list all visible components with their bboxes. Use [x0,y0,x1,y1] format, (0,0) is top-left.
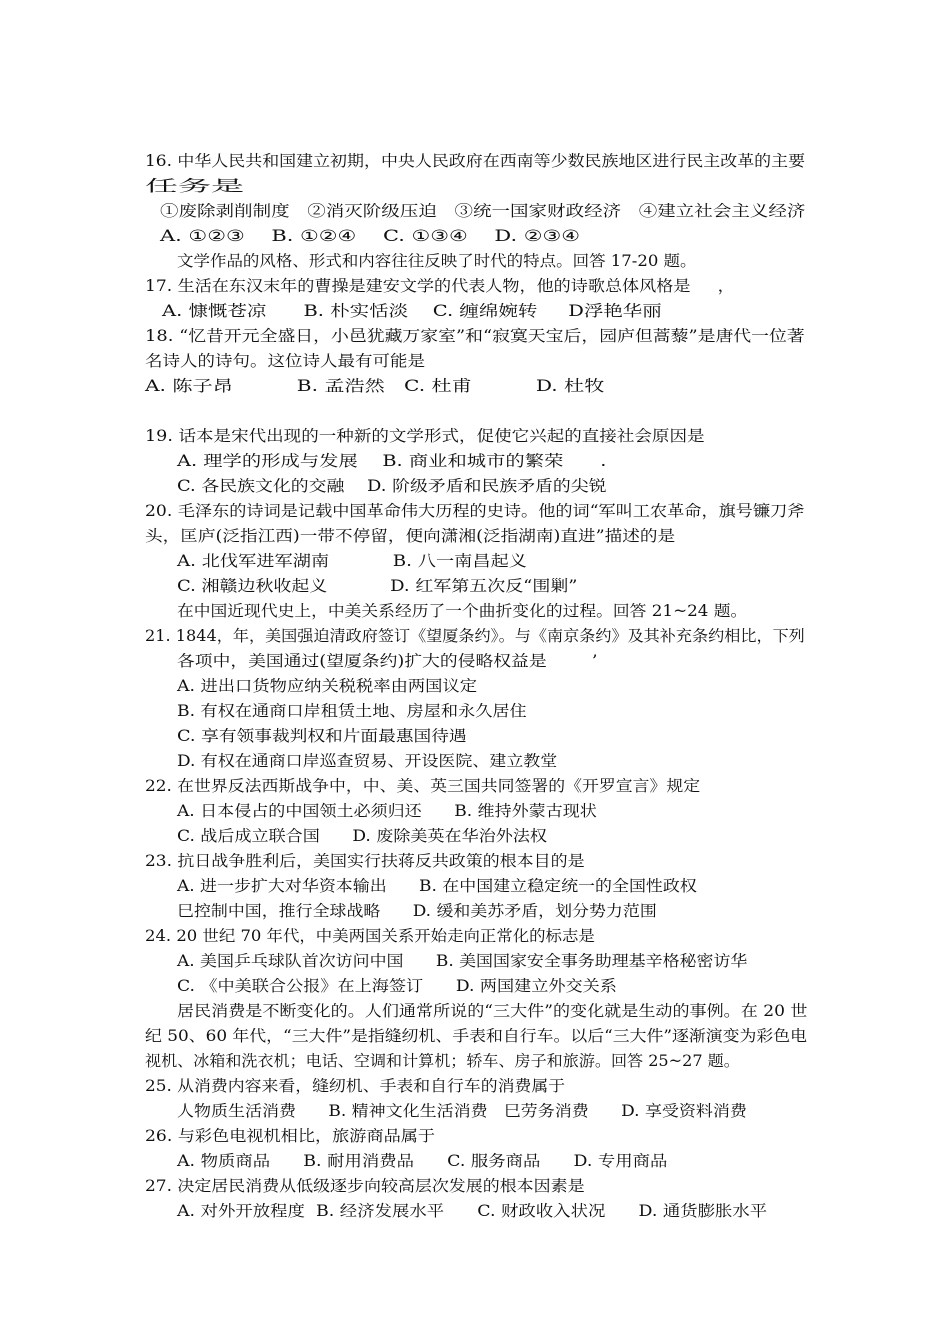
section-intro-21-24: 在中国近现代史上，中美关系经历了一个曲折变化的过程。回答 21~24 题。 [177,602,748,620]
q20-stem-line2: 头，匡庐(泛指江西)一带不停留，便向潇湘(泛指湖南)直进”描述的是 [145,527,676,545]
section-intro-25-27-line2: 纪 50、60 年代，“三大件”是指缝纫机、手表和自行车。以后“三大件”逐渐演变为彩色电 [145,1027,807,1045]
q23-options-ab: A. 进一步扩大对华资本输出 B. 在中国建立稳定统一的全国性政权 [177,877,697,895]
q21-option-c: C. 享有领事裁判权和片面最惠国待遇 [177,727,467,745]
section-intro-25-27-line3: 视机、冰箱和洗衣机；电话、空调和计算机；轿车、房子和旅游。回答 25~27 题。 [145,1052,740,1070]
q24-options-ab: A. 美国乒乓球队首次访问中国 B. 美国国家安全事务助理基辛格秘密访华 [177,952,748,970]
q19-options-cd: C. 各民族文化的交融 D. 阶级矛盾和民族矛盾的尖锐 [177,477,607,495]
q22-stem: 22. 在世界反法西斯战争中，中、美、英三国共同签署的《开罗宣言》规定 [145,777,701,795]
q25-stem: 25. 从消费内容来看，缝纫机、手表和自行车的消费属于 [145,1077,566,1095]
q16-stem-line2: 任务是 [145,177,244,195]
q20-options-ab: A. 北伐军进军湖南 B. 八一南昌起义 [177,552,528,570]
q21-option-d: D. 有权在通商口岸巡查贸易、开设医院、建立教堂 [177,752,558,770]
q26-options: A. 物质商品 B. 耐用消费品 C. 服务商品 D. 专用商品 [177,1152,668,1170]
q17-stem: 17. 生活在东汉末年的曹操是建安文学的代表人物，他的诗歌总体风格是 ， [145,277,735,295]
q18-stem-line1: 18. “忆昔开元全盛日，小邑犹藏万家室”和“寂寞天宝后，园庐但蒿藜”是唐代一位著 [145,327,805,345]
q17-options: A. 慷慨苍凉 B. 朴实恬淡 C. 缠绵婉转 D浮艳华丽 [162,302,662,320]
q23-stem: 23. 抗日战争胜利后，美国实行扶蒋反共政策的根本目的是 [145,852,585,870]
q21-stem-line1: 21. 1844，年，美国强迫清政府签订《望厦条约》。与《南京条约》及其补充条约相比，下列 [145,627,805,645]
q21-option-b: B. 有权在通商口岸租赁土地、房屋和永久居住 [177,702,527,720]
q20-options-cd: C. 湘赣边秋收起义 D. 红军第五次反“围剿” [177,577,578,595]
q18-stem-line2: 名诗人的诗句。这位诗人最有可能是 [145,352,426,370]
q24-options-cd: C. 《中美联合公报》在上海签订 D. 两国建立外交关系 [177,977,617,995]
q19-stem: 19. 话本是宋代出现的一种新的文学形式，促使它兴起的直接社会原因是 [145,427,705,445]
q26-stem: 26. 与彩色电视机相比，旅游商品属于 [145,1127,436,1145]
q23-options-cd: 巳控制中国，推行全球战略 D. 缓和美苏矛盾，划分势力范围 [177,902,657,920]
q16-options: A. ①②③ B. ①②④ C. ①③④ D. ②③④ [160,227,581,245]
q16-items: ①废除剥削制度 ②消灭阶级压迫 ③统一国家财政经济 ④建立社会主义经济 [160,202,806,220]
q18-options: A. 陈子昂 B. 孟浩然 C. 杜甫 D. 杜牧 [145,377,605,395]
q25-options: 人物质生活消费 B. 精神文化生活消费 巳劳务消费 D. 享受资料消费 [177,1102,747,1120]
q27-options: A. 对外开放程度 B. 经济发展水平 C. 财政收入状况 D. 通货膨胀水平 [177,1202,768,1220]
q21-stem-line2: 各项中，美国通过(望厦条约)扩大的侵略权益是 ’ [177,652,598,670]
q20-stem-line1: 20. 毛泽东的诗词是记载中国革命伟大历程的史诗。他的词“军叫工农革命，旗号镰刀斧 [145,502,805,520]
q22-options-cd: C. 战后成立联合国 D. 废除美英在华治外法权 [177,827,547,845]
q22-options-ab: A. 日本侵占的中国领土必须归还 B. 维持外蒙古现状 [177,802,597,820]
section-intro-17-20: 文学作品的风格、形式和内容往往反映了时代的特点。回答 17-20 题。 [177,252,697,270]
q19-options-ab: A. 理学的形成与发展 B. 商业和城市的繁荣 . [177,452,607,470]
section-intro-25-27-line1: 居民消费是不断变化的。人们通常所说的“三大件”的变化就是生动的事例。在 20 世 [177,1002,808,1020]
q16-stem-line1: 16. 中华人民共和国建立初期，中央人民政府在西南等少数民族地区进行民主改革的主要 [145,152,806,170]
q24-stem: 24. 20 世纪 70 年代，中美两国关系开始走向正常化的标志是 [145,927,595,945]
q27-stem: 27. 决定居民消费从低级逐步向较高层次发展的根本因素是 [145,1177,585,1195]
q21-option-a: A. 进出口货物应纳关税税率由两国议定 [177,677,478,695]
